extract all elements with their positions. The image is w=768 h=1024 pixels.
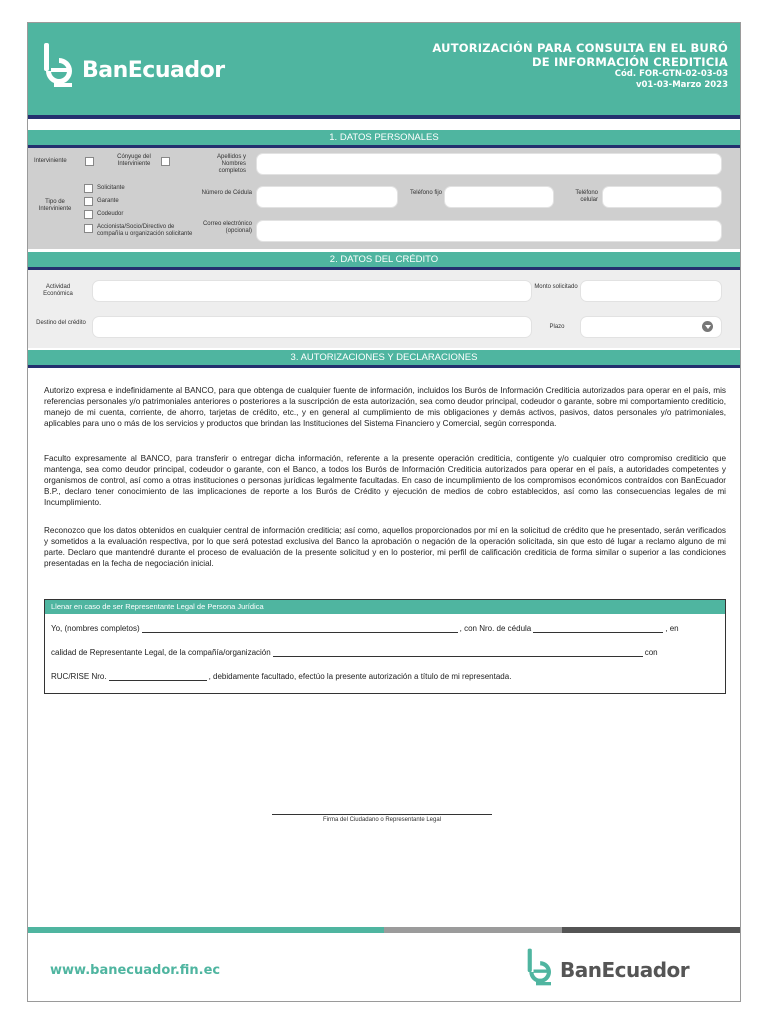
footer-brand-name: BanEcuador [560,958,690,982]
garante-label: Garante [97,198,119,204]
correo-label: Correo electrónico (opcional) [202,221,252,234]
signature-line[interactable] [272,814,492,815]
monto-field[interactable] [580,280,722,302]
destino-field[interactable] [92,316,532,338]
document-title-line2: DE INFORMACIÓN CREDITICIA [532,55,728,69]
rep-ruc-blank[interactable] [109,672,207,681]
conyuge-checkbox[interactable] [161,157,170,166]
rep-line-2 [51,648,719,657]
rep-name-label: Yo, (nombres completos) [51,624,140,633]
plazo-label: Plazo [549,324,565,330]
garante-checkbox[interactable] [84,197,93,206]
actividad-label: Actividad Económica [43,284,73,297]
document-version: v01-03-Marzo 2023 [635,80,728,90]
solicitante-checkbox[interactable] [84,184,93,193]
destino-label: Destino del crédito [36,320,86,326]
interviniente-checkbox[interactable] [85,157,94,166]
signature-label: Firma del Ciudadano o Representante Legal [322,817,442,823]
authorization-paragraph-1: Autorizo expresa e indefinidamente al BANCO, para que obtenga de cualquier fuente de información, incluidos los Burós de Información Crediticia autorizados para operar en el país, mis referencias personales y/o patrimoniales anteriores o posteriores a la suscripción de esta autorización, sea como deudor principal, codeudor o garante, sobre mi comportamiento crediticio, manejo de mi cuenta, corriente, de ahorro, tarjetas de crédito, etc., y en general al cumplimiento de mis obligaciones y demás activos, pasivos, datos personales y/o patrimoniales, aplicables para uno o más de los servicios y productos que brindan las Instituciones del Sistema Financiero y Comercial, según corresponda. [44,386,726,428]
rep-line1-end: , en [665,624,679,633]
codeudor-label: Codeudor [97,211,124,217]
document-title-block [432,41,728,91]
rep-line-1 [51,624,719,633]
rep-ruc-label: RUC/RISE Nro. [51,672,107,681]
section-authorizations-title: 3. AUTORIZACIONES Y DECLARACIONES [28,350,740,365]
document-code: Cód. FOR-GTN-02-03-03 [614,69,728,79]
rep-line-3 [51,672,719,681]
banecuador-logo-icon [42,41,78,89]
cedula-field[interactable] [256,186,398,208]
credit-data-panel [28,270,740,348]
accionista-checkbox[interactable] [84,224,93,233]
personal-data-panel [28,148,740,249]
footer-bar [28,927,384,933]
accionista-label: Accionista/Socio/Directivo de compañía u organización solicitante [97,224,193,237]
rep-company-label: calidad de Representante Legal, de la compañía/organización [51,648,271,657]
actividad-field[interactable] [92,280,532,302]
header-banner [28,23,740,115]
apellidos-field[interactable] [256,153,722,175]
correo-field[interactable] [256,220,722,242]
authorization-paragraph-3: Reconozco que los datos obtenidos en cualquier central de información crediticia; así como, aquellos proporcionados por mí en la solicitud de crédito que he presentado, serán verificados y sometidos a la evaluación respectiva, por lo que será potestad exclusiva del Banco la aprobación o negación de la operación solicitada, sin que esto dé lugar a reclamo alguno de mi parte. Declaro que mantendré durante el proceso de evaluación de la presente solicitud y en lo posterior, mi perfil de calificación crediticia de forma similar o superior a las condiciones presentadas en la fecha de negociación inicial. [44,526,726,568]
legal-representative-heading: Llenar en caso de ser Representante Legal de Persona Jurídica [45,600,725,614]
tipo-interviniente-label: Tipo de Interviniente [38,199,72,212]
section-divider [28,365,740,368]
document-title-line1: AUTORIZACIÓN PARA CONSULTA EN EL BURÓ [432,41,728,55]
footer-website-link[interactable]: www.banecuador.fin.ec [50,963,221,978]
monto-label: Monto solicitado [534,284,578,290]
conyuge-label: Cónyuge del Interviniente [117,154,151,167]
rep-cedula-label: , con Nro. de cédula [459,624,532,633]
footer-bar [562,927,740,933]
footer-logo [526,947,689,987]
apellidos-label: Apellidos y Nombres completos [216,154,246,174]
telefono-celular-label: Teléfono celular [575,190,598,203]
section-credit-data-title: 2. DATOS DEL CRÉDITO [28,252,740,267]
section-personal-data-title: 1. DATOS PERSONALES [28,130,740,145]
codeudor-checkbox[interactable] [84,210,93,219]
authorization-paragraph-2: Faculto expresamente al BANCO, para transferir o entregar dicha información, referente a la presente operación crediticia, contigente y/o cualquier otro compromiso crediticio que mantenga, sea como deudor principal, codeudor o garante, con el Banco, a todos los Burós de Información Crediticia autorizados para operar en el país, a autoridades competentes y organismos de control, así como a otras instituciones o personas jurídicas legalmente facultadas. En caso de incumplimiento de los compromisos económicos contraídos con BanEcuador B.P., declaro tener conocimiento de las implicaciones de reporte a los Burós de Crédito y ejecución de medios de cobro establecidos, así como las consecuencias legales de mi Incumplimiento. [44,454,726,507]
footer-bar [384,927,562,933]
brand-logo [42,41,225,89]
rep-company-blank[interactable] [273,648,643,657]
telefono-celular-field[interactable] [602,186,722,208]
rep-line2-end: con [644,648,658,657]
plazo-select[interactable] [580,316,722,338]
cedula-label: Número de Cédula [201,190,252,196]
rep-cedula-blank[interactable] [533,624,663,633]
solicitante-label: Solicitante [97,185,125,191]
header-rule [28,115,740,119]
brand-name: BanEcuador [82,57,225,83]
legal-representative-box [44,599,726,694]
rep-line3-end: , debidamente facultado, efectúo la presente autorización a título de mi representada. [208,672,512,681]
interviniente-label: Interviniente [34,158,67,164]
telefono-fijo-label: Teléfono fijo [409,190,442,196]
rep-name-blank[interactable] [142,624,458,633]
banecuador-logo-icon [526,947,556,987]
form-page [27,22,741,1002]
telefono-fijo-field[interactable] [444,186,554,208]
chevron-down-icon [702,321,713,332]
